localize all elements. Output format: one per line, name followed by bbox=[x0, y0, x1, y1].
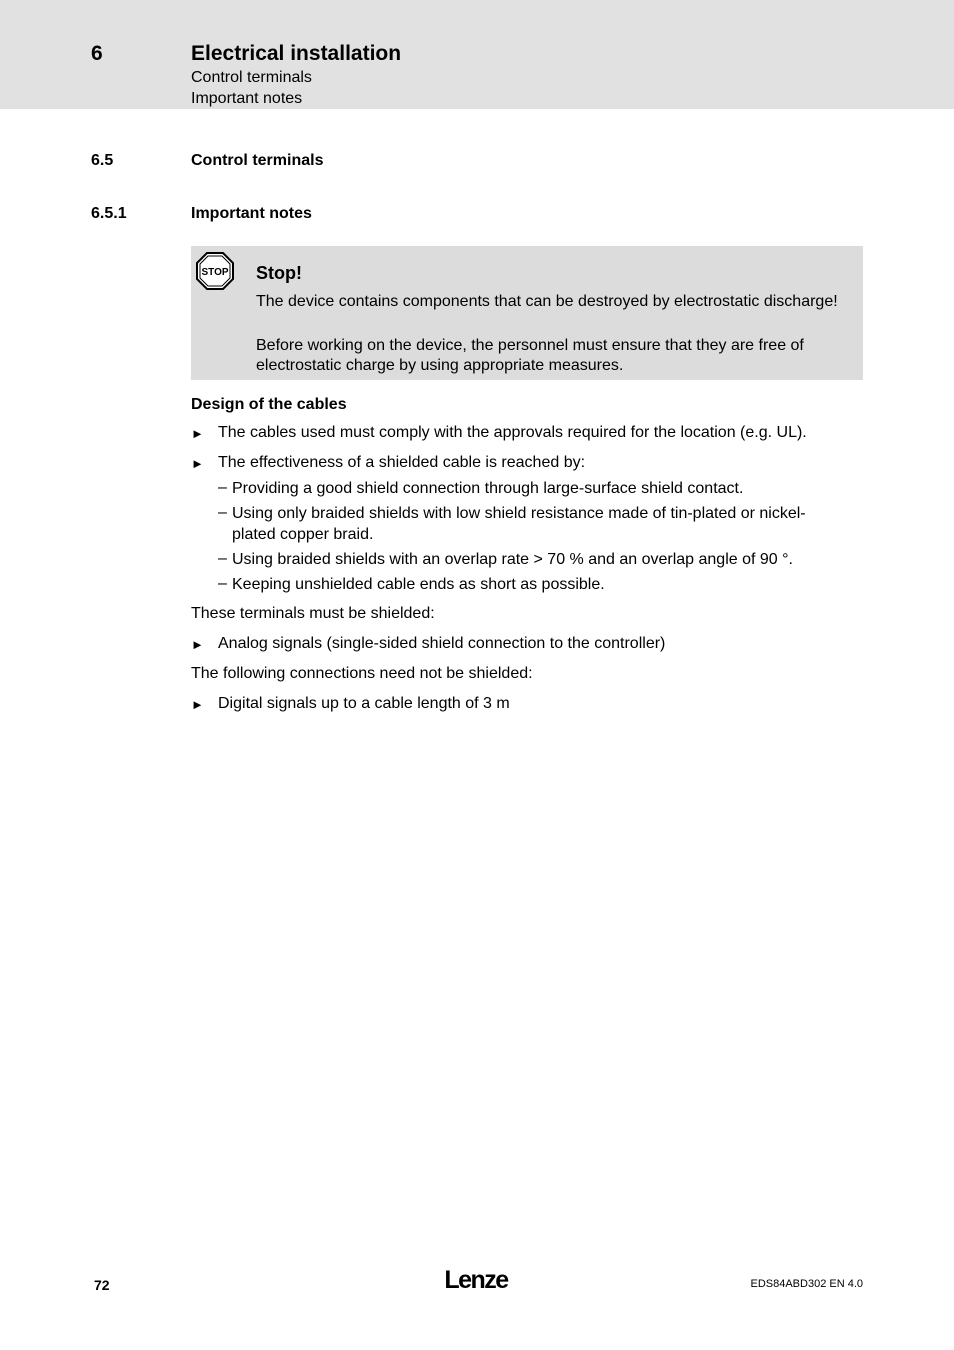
stop-text-esd: The device contains components that can be destroyed by electrostatic discharge! bbox=[256, 293, 838, 310]
bullet-arrow-icon: ► bbox=[191, 456, 204, 471]
sublist-item-braided-shields: Using only braided shields with low shield resistance made of tin-plated or nickel-plated copper braid. bbox=[232, 505, 806, 543]
svg-text:Lenze: Lenze bbox=[444, 1266, 508, 1294]
dash-icon: – bbox=[218, 504, 227, 521]
chapter-number: 6 bbox=[91, 42, 103, 65]
list-item-shield-effectiveness: The effectiveness of a shielded cable is reached by: bbox=[218, 454, 586, 471]
sublist-item-overlap: Using braided shields with an overlap rate > 70 % and an overlap angle of 90 °. bbox=[232, 551, 793, 568]
section-title: Control terminals bbox=[191, 152, 324, 169]
subsection-title: Important notes bbox=[191, 205, 312, 222]
stop-icon bbox=[196, 252, 234, 290]
dash-icon: – bbox=[218, 479, 227, 496]
subsection-number: 6.5.1 bbox=[91, 205, 127, 222]
dash-icon: – bbox=[218, 550, 227, 567]
stop-icon-label: STOP bbox=[201, 267, 229, 278]
dash-icon: – bbox=[218, 575, 227, 592]
sublist-item-shield-connection: Providing a good shield connection through large-surface shield contact. bbox=[232, 480, 744, 497]
breadcrumb-subsection: Important notes bbox=[191, 90, 303, 107]
stop-title: Stop! bbox=[256, 263, 302, 283]
stop-notice-box bbox=[191, 246, 863, 380]
list-item-digital-signals: Digital signals up to a cable length of 3 m bbox=[218, 695, 510, 712]
section-number: 6.5 bbox=[91, 152, 114, 169]
unshielded-connections-intro: The following connections need not be shielded: bbox=[191, 665, 533, 682]
bullet-arrow-icon: ► bbox=[191, 426, 204, 441]
bullet-arrow-icon: ► bbox=[191, 697, 204, 712]
stop-text-measures: Before working on the device, the personnel must ensure that they are free of electrostatic charge by using appropriate measures. bbox=[256, 337, 804, 374]
bullet-arrow-icon: ► bbox=[191, 637, 204, 652]
list-item-approvals: The cables used must comply with the approvals required for the location (e.g. UL). bbox=[218, 424, 807, 441]
page-number: 72 bbox=[94, 1277, 110, 1293]
shielded-terminals-intro: These terminals must be shielded: bbox=[191, 605, 435, 622]
lenze-logo bbox=[436, 1265, 516, 1295]
document-id: EDS84ABD302 EN 4.0 bbox=[750, 1278, 863, 1290]
cables-heading: Design of the cables bbox=[191, 396, 347, 413]
list-item-analog-signals: Analog signals (single-sided shield connection to the controller) bbox=[218, 635, 666, 652]
breadcrumb-section: Control terminals bbox=[191, 69, 312, 86]
chapter-title: Electrical installation bbox=[191, 42, 402, 65]
sublist-item-cable-ends: Keeping unshielded cable ends as short as possible. bbox=[232, 576, 605, 593]
header-band bbox=[0, 0, 954, 109]
